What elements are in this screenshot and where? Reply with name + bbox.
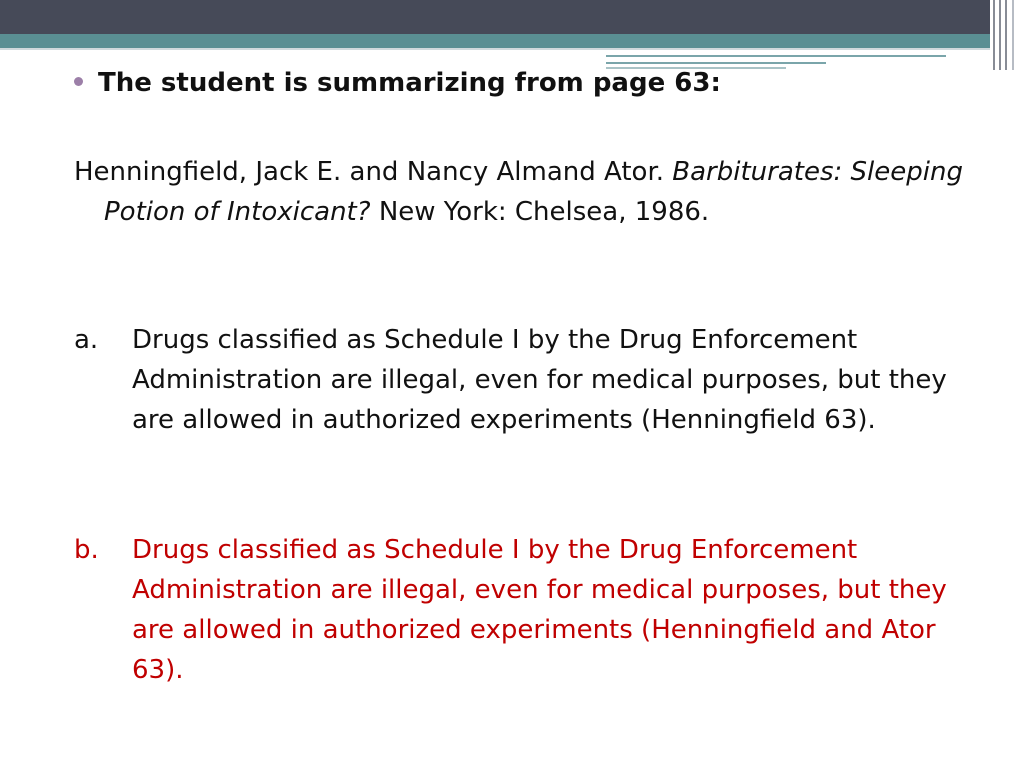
citation (74, 152, 984, 232)
citation-title: Barbiturates: Sleeping Potion of Intoxicant? (104, 157, 963, 227)
citation-authors: Henningfield, Jack E. and Nancy Almand Ator. (74, 157, 665, 187)
list-item-text: Drugs classified as Schedule I by the Drug Enforcement Administration are illegal, even for medical purposes, but they are allowed in authorized experiments (Henningfield 63). (132, 325, 947, 435)
accent-line (606, 55, 946, 57)
bullet-heading (74, 68, 954, 98)
accent-line (606, 62, 826, 64)
header-light-band (0, 48, 1024, 50)
list-item-a (74, 320, 974, 440)
citation-publisher: New York: Chelsea, 1986. (378, 197, 710, 227)
list-marker: b. (74, 535, 99, 565)
bullet-heading-text: The student is summarizing from page 63: (98, 68, 721, 98)
list-item-b (74, 530, 974, 690)
corner-stripes-decoration (990, 0, 1024, 70)
list-marker: a. (74, 325, 99, 355)
bullet-dot-icon (74, 77, 83, 86)
header-teal-band (0, 34, 1024, 48)
header-dark-band (0, 0, 1024, 34)
list-item-text: Drugs classified as Schedule I by the Drug Enforcement Administration are illegal, even for medical purposes, but they are allowed in authorized experiments (Henningfield and Ator 63). (132, 535, 947, 685)
